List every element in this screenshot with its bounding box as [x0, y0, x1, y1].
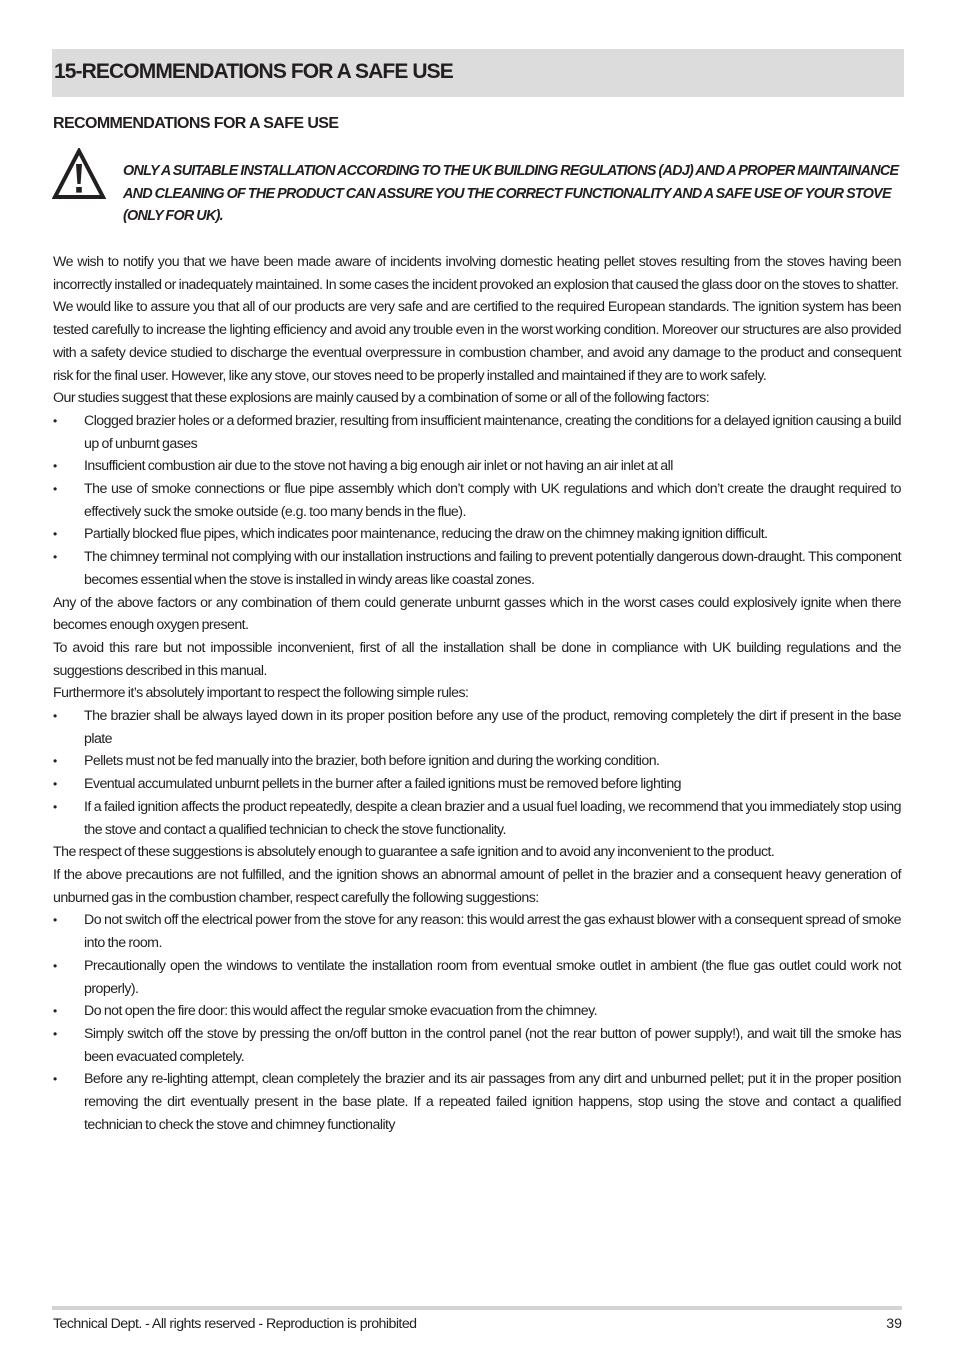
- footer-copyright: Technical Dept. - All rights reserved - Reproduction is prohibited: [53, 1316, 417, 1332]
- list-item: • Eventual accumulated unburnt pellets in the burner after a failed ignitions must be removed before lighting: [53, 773, 901, 796]
- list-item: • Do not switch off the electrical power from the stove for any reason: this would arrest the gas exhaust blower with a consequent spread of smoke into the room.: [53, 909, 901, 954]
- list-item: • Partially blocked flue pipes, which indicates poor maintenance, reducing the draw on the chimney making ignition difficult.: [53, 523, 901, 546]
- footer-divider: [52, 1306, 902, 1310]
- paragraph-compliance: To avoid this rare but not impossible inconvenient, first of all the installation shall be done in compliance with UK building regulations and the suggestions described in this manual.: [53, 639, 901, 679]
- list-item: • Simply switch off the stove by pressing the on/off button in the control panel (not the rear button of power supply!), and wait till the smoke has been evacuated completely.: [53, 1023, 901, 1068]
- suggestions-list: [53, 909, 901, 1136]
- paragraph-guarantee: The respect of these suggestions is absolutely enough to guarantee a safe ignition and to avoid any inconvenient to the product.: [53, 844, 775, 861]
- section-title: 15-RECOMMENDATIONS FOR A SAFE USE: [54, 60, 453, 83]
- list-item: • The chimney terminal not complying with our installation instructions and failing to prevent potentially dangerous down-draught. This component becomes essential when the stove is installed in windy areas like coastal zones.: [53, 546, 901, 591]
- list-item: • The brazier shall be always layed down in its proper position before any use of the product, removing completely the dirt if present in the base plate: [53, 705, 901, 750]
- paragraph-rules-intro: Furthermore it’s absolutely important to respect the following simple rules:: [53, 685, 469, 702]
- page-number: 39: [886, 1316, 902, 1332]
- list-item: • Precautionally open the windows to ventilate the installation room from eventual smoke outlet in ambient (the flue gas outlet could work not properly).: [53, 955, 901, 1000]
- body-text: [53, 251, 901, 1136]
- list-item: • Do not open the fire door: this would affect the regular smoke evacuation from the chimney.: [53, 1000, 901, 1023]
- warning-triangle-icon: [52, 148, 106, 200]
- paragraph-factors-intro: Our studies suggest that these explosions are mainly caused by a combination of some or all of the following factors:: [53, 390, 710, 407]
- paragraph-precautions: If the above precautions are not fulfilled, and the ignition shows an abnormal amount of pellet in the brazier and a consequent heavy generation of unburned gas in the combustion chamber, respect carefully the following suggestions:: [53, 866, 901, 906]
- list-item: • Pellets must not be fed manually into the brazier, both before ignition and during the working condition.: [53, 750, 901, 773]
- list-item: • Before any re-lighting attempt, clean completely the brazier and its air passages from any dirt and unburned pellet; put it in the proper position removing the dirt eventually present in the base plate. If a repeated failed ignition happens, stop using the stove and contact a qualified technician to check the stove and chimney functionality: [53, 1068, 901, 1136]
- list-item: • Insufficient combustion air due to the stove not having a big enough air inlet or not having an air inlet at all: [53, 455, 901, 478]
- subsection-title: RECOMMENDATIONS FOR A SAFE USE: [53, 115, 339, 132]
- rules-list: [53, 705, 901, 841]
- section-header: [52, 49, 904, 97]
- list-item: • If a failed ignition affects the product repeatedly, despite a clean brazier and a usual fuel loading, we recommend that you immediately stop using the stove and contact a qualified technician to check the stove functionality.: [53, 796, 901, 841]
- list-item: • The use of smoke connections or flue pipe assembly which don’t comply with UK regulations and which don’t create the draught required to effectively suck the smoke outside (e.g. too many bends in the flue).: [53, 478, 901, 523]
- warning-text: ONLY A SUITABLE INSTALLATION ACCORDING TO THE UK BUILDING REGULATIONS (ADJ) AND A PROPER MAINTAINANCE AND CLEANING OF THE PRODUCT CAN ASSURE YOU THE CORRECT FUNCTIONALITY AND A SAFE USE OF YOUR STOVE (ONLY FOR UK).: [123, 163, 899, 225]
- list-item: • Clogged brazier holes or a deformed brazier, resulting from insufficient maintenance, creating the conditions for a delayed ignition causing a build up of unburnt gases: [53, 410, 901, 455]
- factors-list: [53, 410, 901, 592]
- paragraph-unburnt-gasses: Any of the above factors or any combination of them could generate unburnt gasses which in the worst cases could explosively ignite when there becomes enough oxygen present.: [53, 594, 901, 634]
- paragraph-assurance: We would like to assure you that all of our products are very safe and are certified to the required European standards. The ignition system has been tested carefully to increase the lighting efficiency and avoid any trouble even in the worst working condition. Moreover our structures are also provided with a safety device studied to discharge the eventual overpressure in combustion chamber, and avoid any damage to the product and consequent risk for the final user. However, like any stove, our stoves need to be properly installed and maintained if they are to work safely.: [53, 299, 901, 384]
- paragraph-incidents: We wish to notify you that we have been made aware of incidents involving domestic heating pellet stoves resulting from the stoves having been incorrectly installed or inadequately maintained. In some cases the incident provoked an explosion that caused the glass door on the stoves to shatter.: [53, 254, 901, 293]
